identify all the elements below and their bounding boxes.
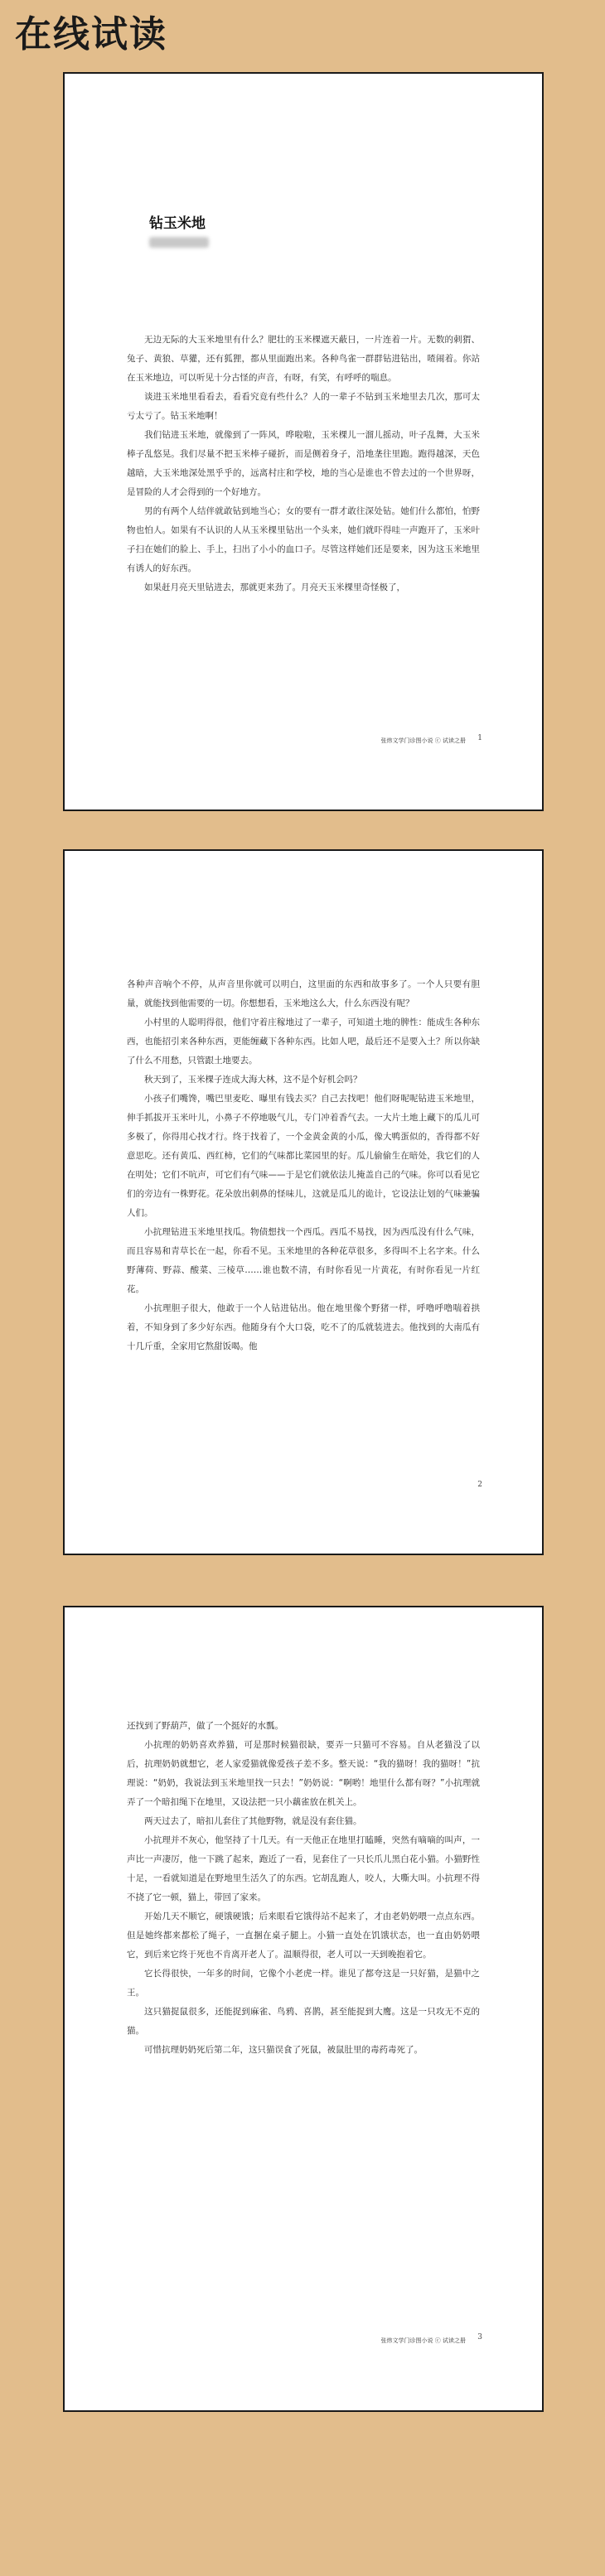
page-2-text [127,975,480,1356]
book-page-2 [63,849,544,1555]
paragraph: 小抗理的奶奶喜欢养猫，可是那时候猫很缺，要弄一只猫可不容易。自从老猫没了以后，抗理奶奶就想它，老人家爱猫就像爱孩子差不多。整天说：“我的猫呀！我的猫呀！”抗理说：“奶奶，我说法到玉米地里找一只去！”奶奶说：“啊哟！地里什么都有呀？”小抗理就弄了一个暗扣绳下在地里，又设法把一只小藕雀放在机关上。 [127,1740,480,1807]
paragraph: 我们钻进玉米地，就像到了一阵风，哗啦啦，玉米棵儿一溜儿摇动，叶子乱舞，大玉米棒子乱悠晃。我们尽量不把玉米棒子碰折，而是侧着身子，沿地垄往里跑。跑得越深，天色越暗，大玉米地深处黑乎乎的，远离村庄和学校，地的当心是谁也不曾去过的一个世界呀，是冒险的人才会得到的一个好地方。 [127,430,480,497]
paragraph: 小孩子们嘴馋，嘴巴里麦吃、曝里有钱去买？自己去找吧！他们呀呢呢钻进玉米地里，伸手抓拔开玉米叶儿，小鼻子不停地吸气儿，专门冲着香气去。一大片土地上藏下的瓜儿可多极了，你得用心找才行。终于找着了，一个金黄金黄的小瓜，像大鸭蛋似的，香得都不好意思吃。还有黄瓜、西红柿，它们的气味都比菜园里的好。瓜儿偷偷生在暗处，我它们的人在明处；它们不吭声，可它们有气味——于是它们就依法儿掩盖自己的气味。你可以看见它们的旁边有一株野花。花朵放出刺鼻的怪味儿，这就是瓜儿的诡计，它设法让划的气味兼骗人们。 [127,1094,480,1218]
paragraph: 小抗理钻进玉米地里找瓜。物债想找一个西瓜。西瓜不易找，因为西瓜没有什么气味，而且容易和青草长在一起，你看不见。玉米地里的各种花草很多，多得叫不上名字来。什么野薄荷、野蒜、酸菜、三棱草……谁也数不清，有时你看见一片黄花，有时你看见一片红花。 [127,1227,480,1294]
paragraph: 秋天到了，玉米棵子连成大海大林，这不是个好机会吗？ [144,1075,362,1085]
paragraph: 小村里的人聪明得很，他们守着庄稼地过了一辈子，可知道土地的脾性：能成生各种东西，也能招引来各种东西，更能缠藏下各种东西。比如人吧，最后还不是要入土？所以你缺了什么不用愁，只管跟土地要去。 [127,1017,480,1066]
paragraph: 小抗理胆子很大，他敢于一个人钻进钻出。他在地里像个野猪一样，呼噜呼噜喘着拱着，不知身到了多少好东西。他随身有个大口袋，吃不了的瓜就装进去。他找到的大南瓜有十几斤重，全家用它熬甜饭喝。他 [127,1303,480,1351]
blurred-author-line [149,237,209,248]
page-number: 3 [477,2333,482,2342]
paragraph: 如果赶月亮天里钻进去，那就更来劲了。月亮天玉米棵里奇怪极了， [144,582,405,592]
chapter-title: 钻玉米地 [149,215,206,232]
book-page-3 [63,1606,544,2412]
header-title: 在线试读 [15,13,167,56]
page-1-text [127,331,480,597]
page-number: 1 [477,734,482,742]
paragraph: 可惜抗理奶奶死后第二年，这只猫误食了死鼠，被鼠肚里的毒药毒死了。 [144,2045,423,2055]
page-number: 2 [477,1481,482,1489]
page-footer: 张炜文学门诊图小说 ⓒ 试读之册 [380,2337,466,2344]
paragraph: 两天过去了，暗扣儿套住了其他野物，就是没有套住猫。 [144,1816,362,1826]
paragraph: 还找到了野葫芦，做了一个挺好的水瓢。 [127,1721,283,1731]
paragraph: 谈进玉米地里看看去，看看究竟有些什么？人的一辈子不钻到玉米地里去几次，那可太亏太亏了。钻玉米地啊！ [127,392,480,421]
page-3-text [127,1717,480,2060]
book-page-1 [63,72,544,811]
paragraph: 它长得很快，一年多的时间，它像个小老虎一样。谁见了都夸这是一只好猫，是猫中之王。 [127,1969,480,1998]
paragraph: 各种声音响个不停，从声音里你就可以明白，这里面的东西和故事多了。一个人只要有胆量，就能找到他需要的一切。你想想看，玉米地这么大，什么东西没有呢？ [127,979,480,1008]
paragraph: 这只猫捉鼠很多，还能捉到麻雀、鸟鸦、喜鹊，甚至能捉到大鹰。这是一只攻无不克的猫。 [127,2007,480,2036]
page-footer: 张炜文学门诊图小说 ⓒ 试读之册 [380,737,466,744]
paragraph: 无边无际的大玉米地里有什么？肥壮的玉米棵遮天蔽日，一片连着一片。无数的刺猬、兔子、黄狼、草獾，还有狐狸，都从里面跑出来。各种鸟雀一群群钻进钻出，喳闹着。你站在玉米地边，可以听见十分古怪的声音，有呀，有笑，有呼呼的喘息。 [127,335,480,383]
paragraph: 开始几天不顺它，硬饿硬饿；后来眼看它饿得站不起来了，才由老奶奶喂一点点东西。但是她终都来都松了绳子，一直捆在桌子腿上。小猫一直处在饥饿状态，也一直由奶奶喂它，到后来它终于死也不肯离开老人了。温顺得很，老人可以一天到晚抱着它。 [127,1911,480,1960]
paragraph: 小抗理并不灰心，他坚持了十几天。有一天他正在地里打瞌睡，突然有嘀嘀的叫声，一声比一声凄厉，他一下跳了起来，跑近了一看，见套住了一只长爪儿黑白花小猫。小猫野性十足，一看就知道是在野地里生活久了的东西。它胡乱跑人，咬人，大嘶大叫。小抗理不得不挠了它一顿，猫上，带回了家来。 [127,1835,480,1902]
paragraph: 男的有两个人结伴就敢钻到地当心；女的要有一群才敢往深处钻。她们什么都怕，怕野物也怕人。如果有不认识的人从玉米棵里钻出一个头来，她们就吓得哇一声跑开了，玉米叶子扫在她们的脸上、手上，扫出了小小的血口子。尽管这样她们还是要来，因为这玉米地里有诱人的好东西。 [127,506,480,573]
